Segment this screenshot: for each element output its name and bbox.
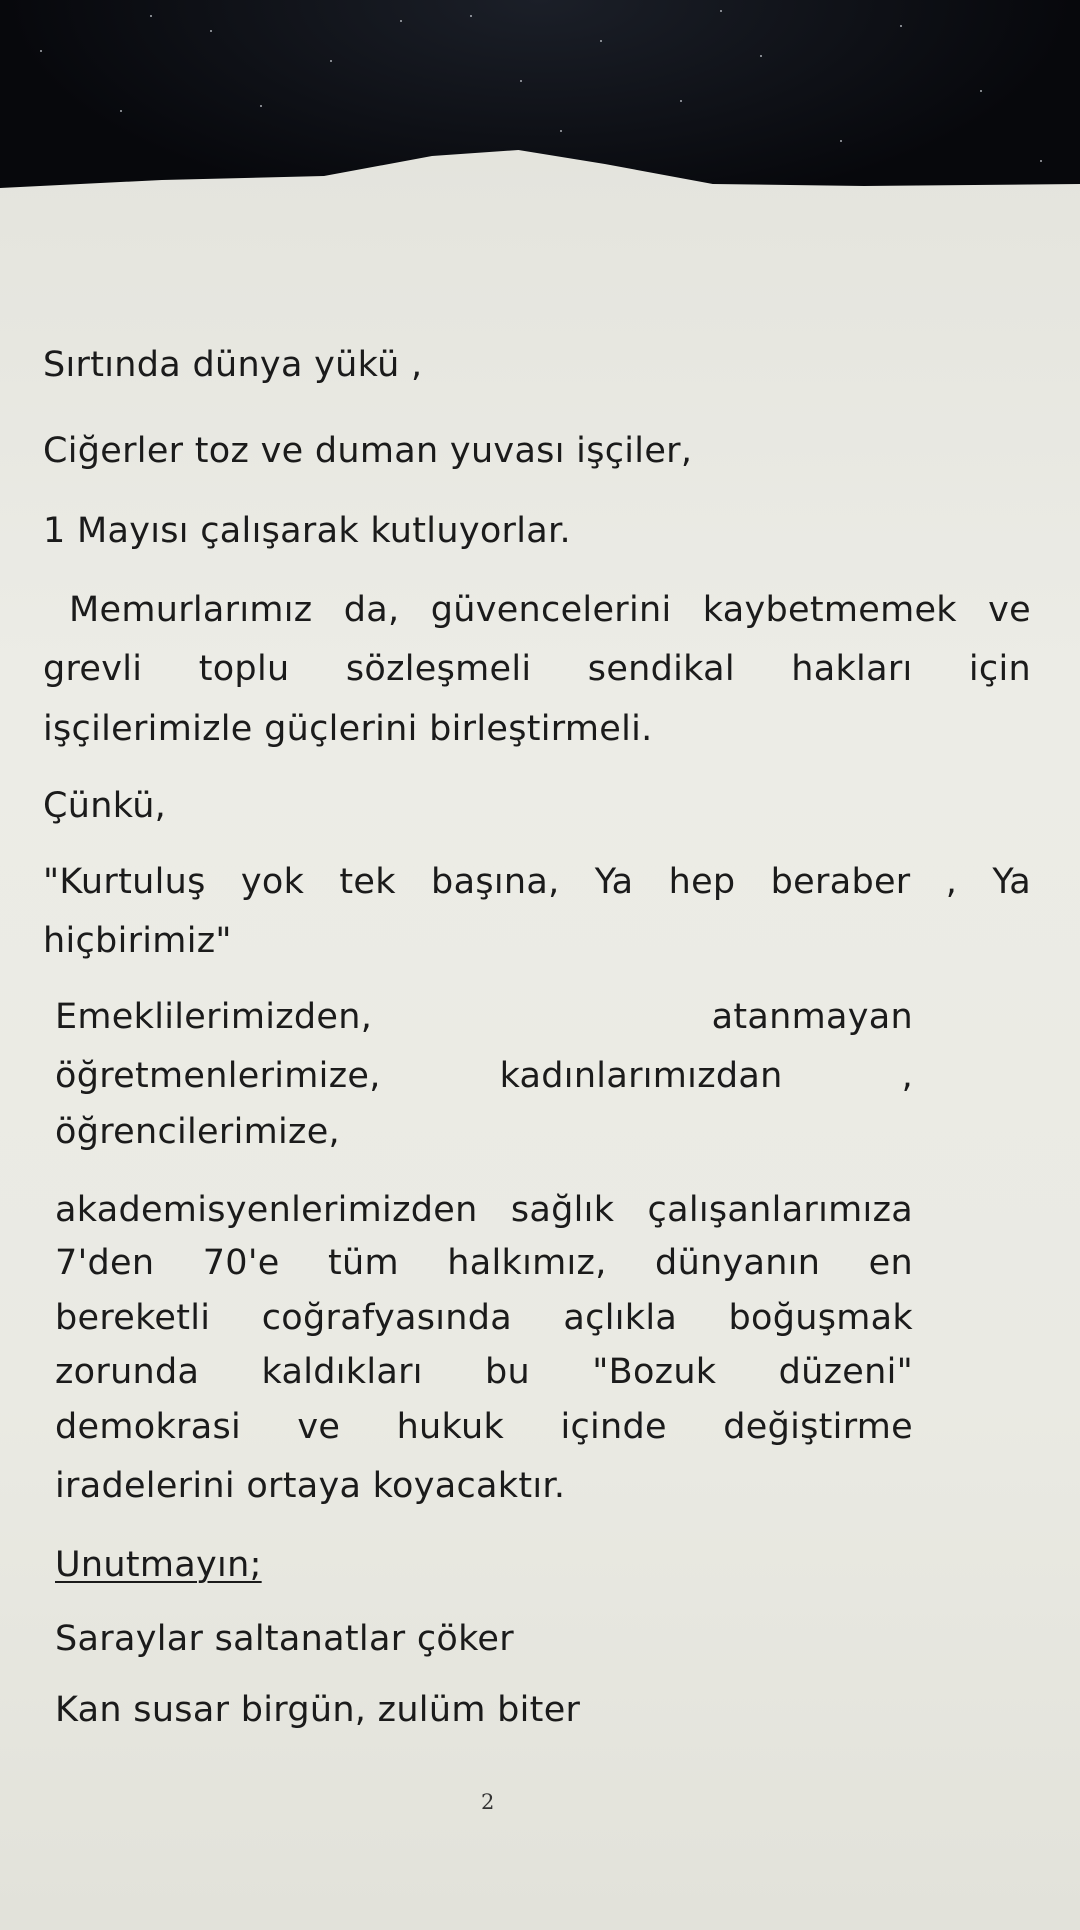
text-line: Ciğerler toz ve duman yuvası işçiler, bbox=[43, 431, 693, 471]
text-line: "Kurtuluş yok tek başına, Ya hep beraber , Ya bbox=[43, 862, 1031, 902]
text-line: işçilerimizle güçlerini birleştirmeli. bbox=[43, 709, 653, 749]
text-line: zorunda kaldıkları bu "Bozuk düzeni" bbox=[55, 1352, 913, 1392]
text-line: Çünkü, bbox=[43, 786, 167, 826]
text-line: Kan susar birgün, zulüm biter bbox=[55, 1690, 581, 1730]
text-line: öğrencilerimize, bbox=[55, 1112, 340, 1152]
text-line: Memurlarımız da, güvencelerini kaybetmemek ve bbox=[69, 590, 1031, 630]
page-number: 2 bbox=[481, 1790, 495, 1814]
text-line: Sırtında dünya yükü , bbox=[43, 345, 423, 385]
underlined-heading: Unutmayın; bbox=[55, 1545, 262, 1585]
text-line: akademisyenlerimizden sağlık çalışanlarımıza bbox=[55, 1190, 913, 1230]
text-line: Emeklilerimizden, atanmayan bbox=[55, 997, 913, 1037]
text-line: öğretmenlerimize, kadınlarımızdan , bbox=[55, 1056, 913, 1096]
text-line: 1 Mayısı çalışarak kutluyorlar. bbox=[43, 511, 571, 551]
text-line: grevli toplu sözleşmeli sendikal hakları için bbox=[43, 649, 1031, 689]
text-line: Saraylar saltanatlar çöker bbox=[55, 1619, 514, 1659]
text-line: demokrasi ve hukuk içinde değiştirme bbox=[55, 1407, 913, 1447]
text-line: hiçbirimiz" bbox=[43, 921, 232, 961]
text-line: 7'den 70'e tüm halkımız, dünyanın en bbox=[55, 1243, 913, 1283]
text-line: iradelerini ortaya koyacaktır. bbox=[55, 1466, 566, 1506]
paper-sheet bbox=[0, 150, 1080, 1930]
text-line: bereketli coğrafyasında açlıkla boğuşmak bbox=[55, 1298, 913, 1338]
